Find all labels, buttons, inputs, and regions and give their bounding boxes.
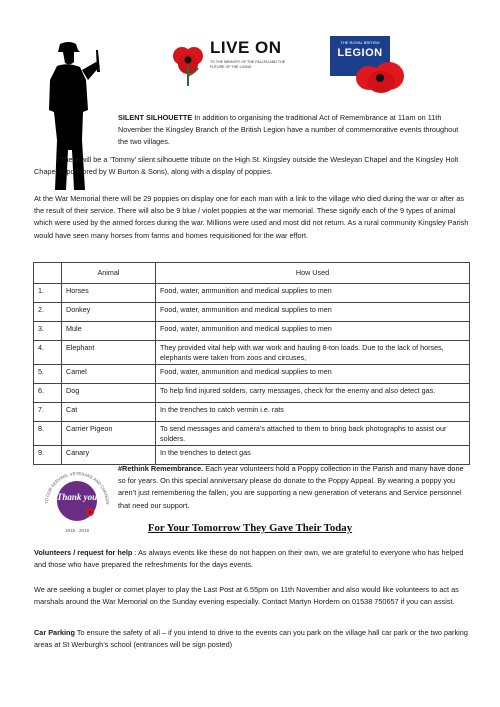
row-number: 5. [34,365,62,384]
row-number: 1. [34,284,62,303]
row-animal: Carrier Pigeon [62,422,156,446]
row-number: 2. [34,303,62,322]
war-memorial-paragraph: At the War Memorial there will be 29 poppies on display one for each man with a link to the village who died during the war or after as the result of their service. There will also be 9 blue / violet poppies at the war memorial. These signify each of the 9 types of animal which were used by the armed forces during the war. Millions were used and most did not return. As a rural community Kingsley Parish would have seen many horses from farms and homes requisitioned for the war effort. [34,194,469,240]
table-row [34,384,470,403]
car-parking-paragraph [34,627,474,651]
live-on-logo [168,36,298,91]
table-row [34,365,470,384]
row-animal: Elephant [62,341,156,365]
live-on-title: LIVE ON [210,38,282,57]
row-animal: Mule [62,322,156,341]
legion-poppy-icon [355,60,405,96]
rethink-remembrance-paragraph [118,463,468,512]
row-number: 9. [34,446,62,465]
row-how-used: To send messages and camera’s attached to them to bring back photographs to assist our solders. [156,422,470,446]
silent-silhouette-text: In addition to organising the traditional Act of Remembrance at 11am on 11th November the Kingsley Branch of the British Legion have a number of commemorative events throughout the two villages. [118,113,459,147]
table-row [34,341,470,365]
table-row [34,284,470,303]
row-how-used: Food, water, ammunition and medical supplies to men [156,284,470,303]
row-how-used: To help find injured solders, carry messages, check for the enemy and also detect gas. [156,384,470,403]
row-how-used: Food, water, ammunition and medical supplies to men [156,303,470,322]
row-number: 8. [34,422,62,446]
row-number: 6. [34,384,62,403]
row-how-used: They provided vital help with war work and hauling 8-ton loads. Due to the lack of horses, elephants were taken from zoos and circuses, [156,341,470,365]
volunteers-text: : As always events like these do not happen on their own, we are grateful to everyone who has helped and those who have prepared the refreshments for the days events. [34,548,464,570]
thank-you-years: 1918 - 2018 [64,528,90,533]
thank-you-ring-text: TO OUR SERVING, VETERANS AND CHANGIN [43,470,111,505]
row-animal: Donkey [62,303,156,322]
table-header-animal: Animal [62,263,156,284]
table-row [34,422,470,446]
row-number: 4. [34,341,62,365]
row-animal: Dog [62,384,156,403]
car-parking-text: To ensure the safety of all – if you intend to drive to the events can you park on the village hall car park or the two parking areas at St Werburgh’s school (entrances will be sign posted) [34,628,468,650]
row-how-used: Food, water, ammunition and medical supplies to men [156,365,470,384]
silent-silhouette-paragraph [118,112,468,149]
row-how-used: Food, water, ammunition and medical supplies to men [156,322,470,341]
row-animal: Canary [62,446,156,465]
table-row [34,322,470,341]
car-parking-heading: Car Parking [34,628,75,637]
volunteers-paragraph [34,547,474,571]
tommy-paragraph: There will be a ‘Tommy’ silent silhouette tribute on the High St. Kingsley outside the Wesleyan Chapel and the Kingsley Holt Chapel (Sponsored by W Burton & Sons), along with a display of poppies. [34,155,459,177]
rethink-text: Each year volunteers hold a Poppy collection in the Parish and many have done so for years. On this special anniversary please do donate to the Poppy Appeal. By wearing a poppy you aren’t just remembering the fallen, you are supporting a new generation of veterans and Service personnel that need our support. [118,464,464,510]
row-animal: Horses [62,284,156,303]
rethink-heading: #Rethink Remembrance. [118,464,204,473]
legion-logo-big-text: LEGION [337,47,383,59]
table-row [34,303,470,322]
row-animal: Cat [62,403,156,422]
row-number: 7. [34,403,62,422]
volunteers-heading: Volunteers / request for help [34,548,133,557]
row-how-used: In the trenches to detect gas [156,446,470,465]
thank-you-text: Thank you [56,492,98,502]
motto-heading: For Your Tomorrow They Gave Their Today [147,522,353,534]
row-how-used: In the trenches to catch vermin i.e. rats [156,403,470,422]
table-header-how-used: How Used [156,263,470,284]
animals-table [33,262,470,465]
row-animal: Camel [62,365,156,384]
legion-logo-small-text: THE ROYAL BRITISH [340,40,380,45]
silent-silhouette-heading: SILENT SILHOUETTE [118,113,193,122]
poppy-icon [170,42,206,88]
table-header-row [34,263,470,284]
row-number: 3. [34,322,62,341]
bugler-paragraph: We are seeking a bugler or cornet player to play the Last Post at 6.55pm on 11th November and also would like volunteers to act as marshals around the War Memorial on the Sunday evening especially. Contact Martyn Hordern on 01538 750657 if you can assist. [34,585,459,607]
table-row [34,403,470,422]
table-header-number [34,263,62,284]
live-on-subtitle: TO THE MEMORY OF THE FALLEN AND THE FUTURE OF THE LIVING [210,60,286,69]
